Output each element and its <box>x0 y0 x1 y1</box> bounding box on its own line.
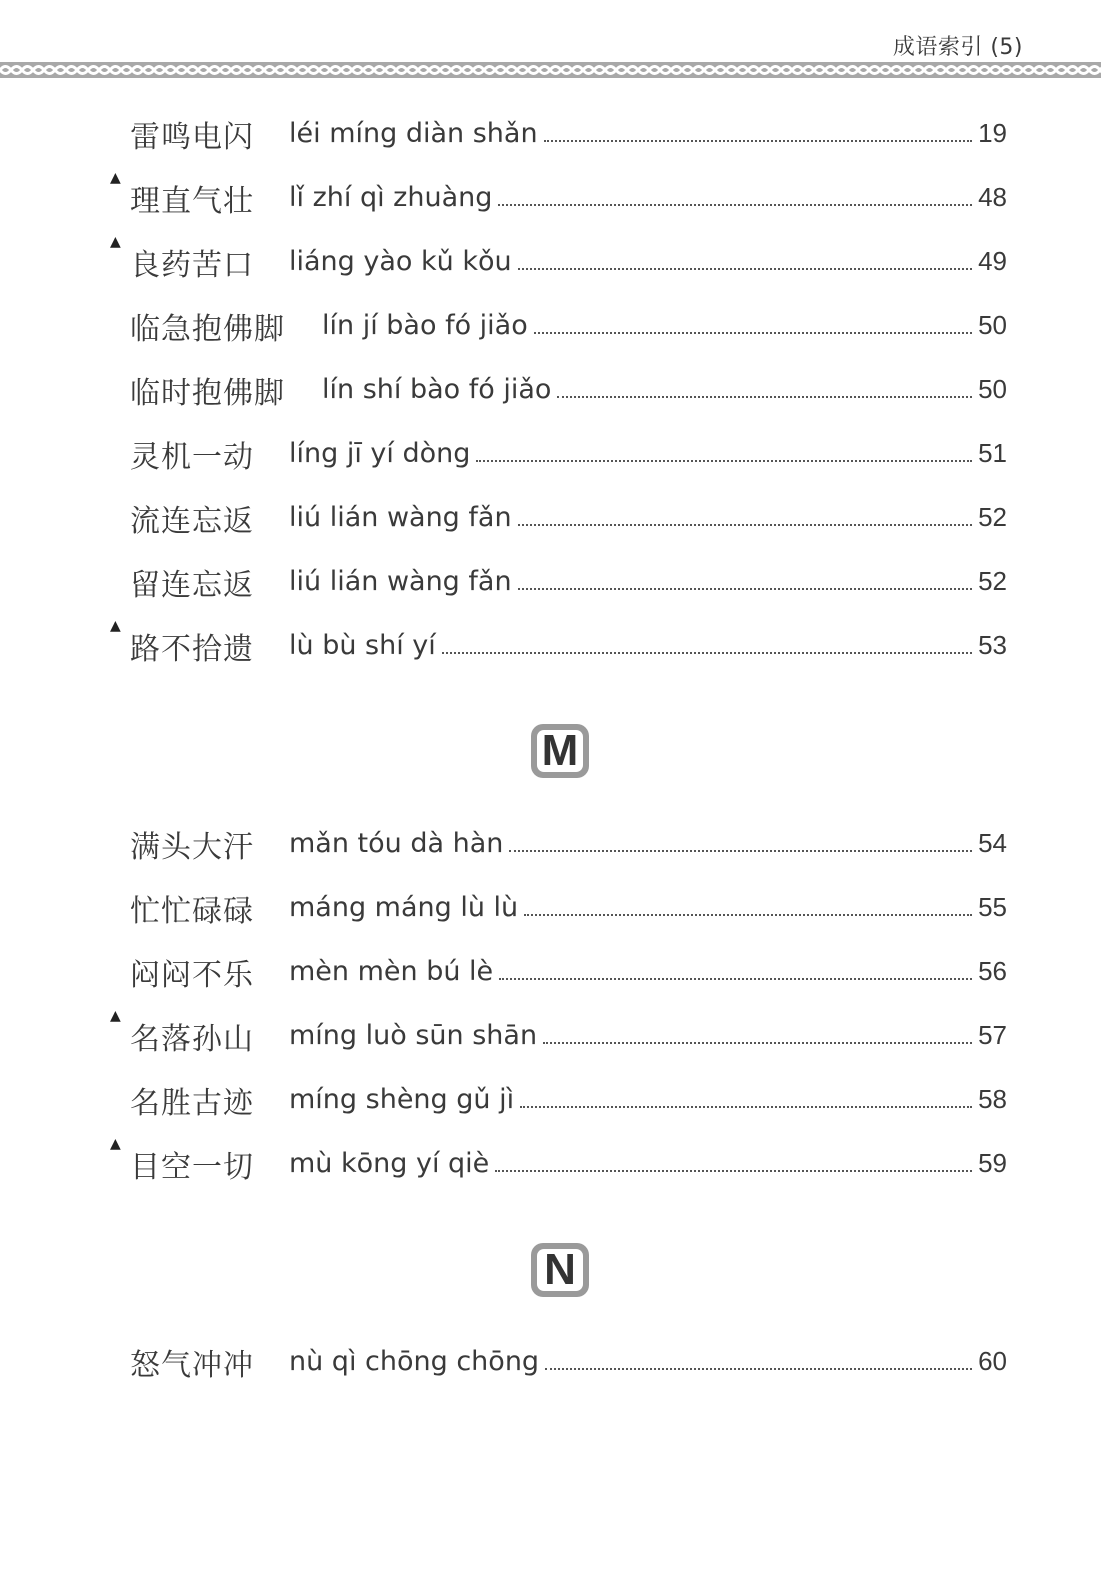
idiom-hanzi: 怒气冲冲 <box>130 1348 254 1383</box>
idiom-pinyin: nù qì chōng chōng <box>289 1346 540 1377</box>
idiom-pinyin: líng jī yí dòng <box>289 438 471 469</box>
triangle-marker-icon: ▲ <box>110 1008 121 1024</box>
index-entry[interactable] <box>0 364 1101 411</box>
idiom-pinyin: mèn mèn bú lè <box>289 956 494 987</box>
page-number: 54 <box>978 828 1007 858</box>
dot-leader <box>545 1367 972 1370</box>
index-entry[interactable] <box>0 1074 1101 1121</box>
index-entry[interactable] <box>0 492 1101 539</box>
idiom-pinyin: liú lián wàng fǎn <box>289 502 512 533</box>
idiom-hanzi: 满头大汗 <box>130 830 254 865</box>
idiom-pinyin: liú lián wàng fǎn <box>289 566 512 597</box>
triangle-marker-icon: ▲ <box>110 234 121 250</box>
idiom-pinyin: léi míng diàn shǎn <box>289 118 538 149</box>
page-number: 55 <box>978 892 1007 922</box>
idiom-hanzi: 名落孙山 <box>130 1022 254 1057</box>
page-number: 58 <box>978 1084 1007 1114</box>
page-number: 50 <box>978 310 1007 340</box>
idiom-hanzi: 闷闷不乐 <box>130 958 254 993</box>
page-number: 49 <box>978 246 1007 276</box>
page-number: 60 <box>978 1346 1007 1376</box>
index-entry[interactable] <box>0 1336 1101 1383</box>
idiom-hanzi: 灵机一动 <box>130 440 254 475</box>
idiom-pinyin: liáng yào kǔ kǒu <box>289 246 512 277</box>
idiom-pinyin: míng luò sūn shān <box>289 1020 538 1051</box>
index-entry[interactable] <box>0 556 1101 603</box>
idiom-pinyin: lù bù shí yí <box>289 630 436 661</box>
dot-leader <box>498 203 972 206</box>
idiom-hanzi: 路不拾遗 <box>130 632 254 667</box>
index-entry[interactable] <box>0 170 1101 219</box>
page-number: 19 <box>978 118 1007 148</box>
index-entry[interactable] <box>0 300 1101 347</box>
idiom-hanzi: 目空一切 <box>130 1150 254 1185</box>
page-number: 53 <box>978 630 1007 660</box>
dot-leader <box>476 459 972 462</box>
idiom-hanzi: 忙忙碌碌 <box>130 894 254 929</box>
idiom-pinyin: lín shí bào fó jiǎo <box>322 374 552 405</box>
section-letter: N <box>544 1245 576 1294</box>
decorative-border <box>0 62 1101 78</box>
idiom-pinyin: lín jí bào fó jiǎo <box>322 310 528 341</box>
idiom-pinyin: mù kōng yí qiè <box>289 1148 490 1179</box>
dot-leader <box>520 1105 972 1108</box>
page-number: 50 <box>978 374 1007 404</box>
index-entry[interactable] <box>0 1136 1101 1185</box>
index-entry[interactable] <box>0 946 1101 993</box>
index-entry[interactable] <box>0 618 1101 667</box>
dot-leader <box>518 523 973 526</box>
dot-leader <box>499 977 972 980</box>
page-number: 56 <box>978 956 1007 986</box>
triangle-marker-icon: ▲ <box>110 1136 121 1152</box>
idiom-hanzi: 良药苦口 <box>130 248 254 283</box>
dot-leader <box>524 913 972 916</box>
idiom-hanzi: 临时抱佛脚 <box>130 376 285 411</box>
index-entry[interactable] <box>0 108 1101 155</box>
idiom-hanzi: 理直气壮 <box>130 184 254 219</box>
index-entry[interactable] <box>0 428 1101 475</box>
dot-leader <box>442 651 972 654</box>
idiom-pinyin: míng shèng gǔ jì <box>289 1084 515 1115</box>
dot-leader <box>509 849 972 852</box>
index-entry[interactable] <box>0 234 1101 283</box>
triangle-marker-icon: ▲ <box>110 618 121 634</box>
dot-leader <box>534 331 972 334</box>
index-entry[interactable] <box>0 1008 1101 1057</box>
idiom-hanzi: 名胜古迹 <box>130 1086 254 1121</box>
idiom-pinyin: mǎn tóu dà hàn <box>289 828 504 859</box>
page-number: 52 <box>978 502 1007 532</box>
dot-leader <box>544 139 973 142</box>
page-number: 57 <box>978 1020 1007 1050</box>
idiom-hanzi: 留连忘返 <box>130 568 254 603</box>
dot-leader <box>495 1169 972 1172</box>
page-number: 52 <box>978 566 1007 596</box>
index-entry[interactable] <box>0 818 1101 865</box>
section-letter-badge-n <box>531 1243 589 1297</box>
idiom-hanzi: 流连忘返 <box>130 504 254 539</box>
page-number: 59 <box>978 1148 1007 1178</box>
dot-leader <box>518 267 972 270</box>
section-letter-badge-m <box>531 724 589 778</box>
idiom-hanzi: 临急抱佛脚 <box>130 312 285 347</box>
page-number: 51 <box>978 438 1007 468</box>
idiom-hanzi: 雷鸣电闪 <box>130 120 254 155</box>
dot-leader <box>518 587 973 590</box>
index-entry[interactable] <box>0 882 1101 929</box>
triangle-marker-icon: ▲ <box>110 170 121 186</box>
idiom-pinyin: lǐ zhí qì zhuàng <box>289 182 493 213</box>
page-header-title: 成语索引 (5) <box>892 35 1023 60</box>
idiom-pinyin: máng máng lù lù <box>289 892 519 923</box>
dot-leader <box>557 395 972 398</box>
dot-leader <box>543 1041 972 1044</box>
page-number: 48 <box>978 182 1007 212</box>
section-letter: M <box>541 726 579 775</box>
